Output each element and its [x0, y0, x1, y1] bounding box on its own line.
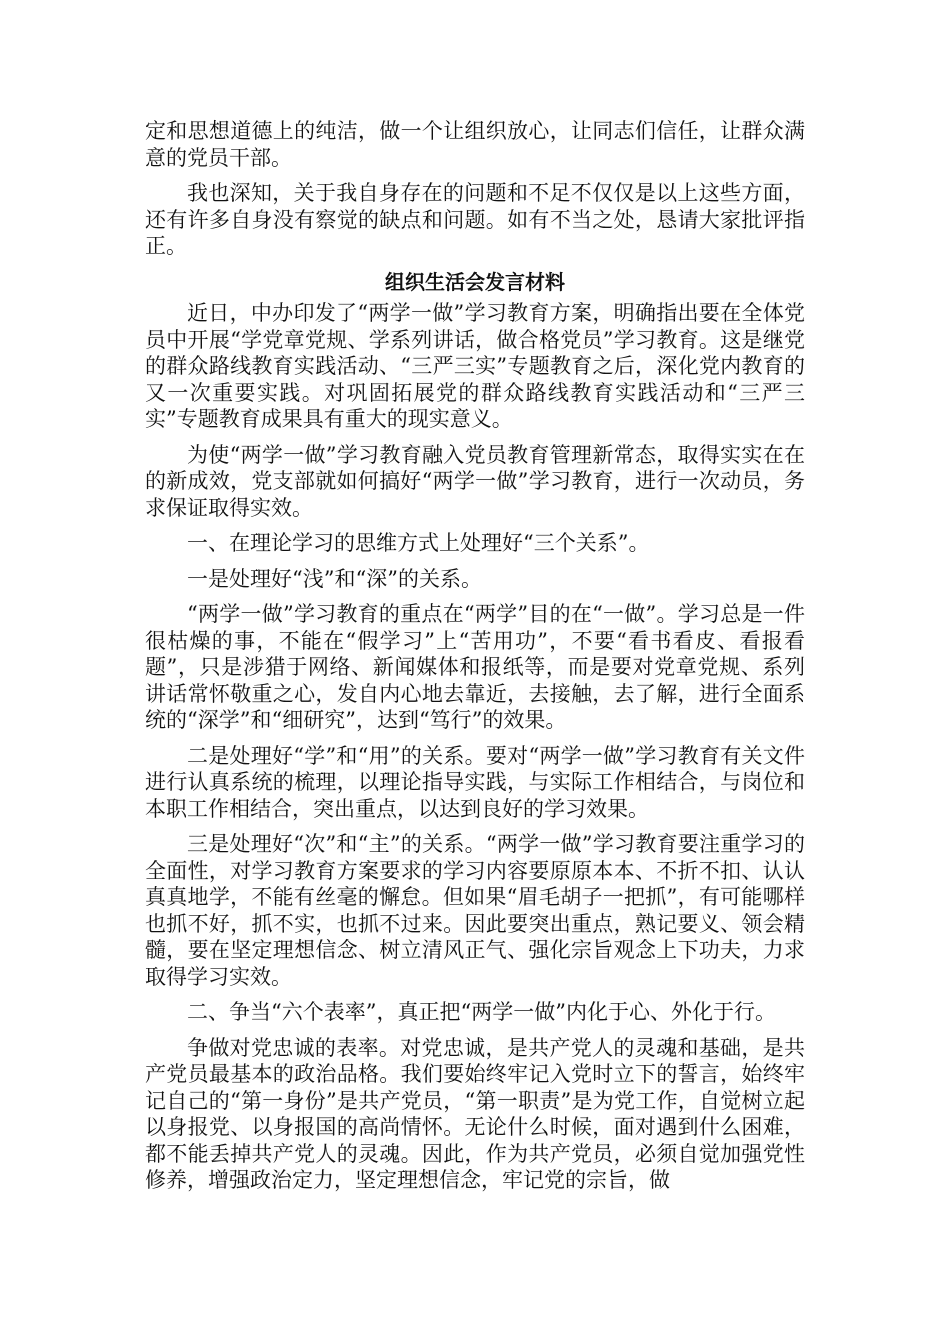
subheading-shallow-deep: 一是处理好“浅”和“深”的关系。 — [187, 566, 482, 591]
paragraph-study-use: 二是处理好“学”和“用”的关系。要对“两学一做”学习教育有关文件进行认真系统的梳理，以理论指导实践，与实际工作相结合，与岗位和本职工作相结合，突出重点，以达到良好的学习效果。 — [145, 743, 805, 821]
paragraph-5: “两学一做”学习教育的重点在“两学”目的在“一做”。学习总是一件很枯燥的事，不能在“假学习”上“苦用功”，不要“看书看皮、看报看题”，只是涉猎于网络、新闻媒体和报纸等，而是要对党章党规、系列讲话常怀敬重之心，发自内心地去靠近，去接触，去了解，进行全面系统的“深学”和“细研究”，达到“笃行”的效果。 — [145, 602, 805, 732]
paragraph-4: 为使“两学一做”学习教育融入党员教育管理新常态，取得实实在在的新成效，党支部就如何搞好“两学一做”学习教育，进行一次动员，务求保证取得实效。 — [145, 442, 805, 520]
document-page — [145, 118, 805, 1203]
heading-six-models: 二、争当“六个表率”，真正把“两学一做”内化于心、外化于行。 — [187, 1000, 776, 1024]
heading-three-relations: 一、在理论学习的思维方式上处理好“三个关系”。 — [187, 531, 650, 555]
section-title: 组织生活会发言材料 — [385, 269, 565, 294]
paragraph-secondary-primary: 三是处理好“次”和“主”的关系。“两学一做”学习教育要注重学习的全面性，对学习教育方案要求的学习内容要原原本本、不折不扣、认认真真地学，不能有丝毫的懈怠。但如果“眉毛胡子一把抓”，有可能哪样也抓不好，抓不实，也抓不过来。因此要突出重点，熟记要义、领会精髓，要在坚定理想信念、树立清风正气、强化宗旨观念上下功夫，力求取得学习实效。 — [145, 832, 805, 989]
paragraph-2: 我也深知，关于我自身存在的问题和不足不仅仅是以上这些方面，还有许多自身没有察觉的缺点和问题。如有不当之处，恳请大家批评指正。 — [145, 181, 805, 258]
paragraph-3: 近日，中办印发了“两学一做”学习教育方案，明确指出要在全体党员中开展“学党章党规、学系列讲话，做合格党员”学习教育。这是继党的群众路线教育实践活动、“三严三实”专题教育之后，深化党内教育的又一次重要实践。对巩固拓展党的群众路线教育实践活动和“三严三实”专题教育成果具有重大的现实意义。 — [145, 301, 805, 431]
paragraph-loyalty: 争做对党忠诚的表率。对党忠诚，是共产党人的灵魂和基础，是共产党员最基本的政治品格。我们要始终牢记入党时立下的誓言，始终牢记自己的“第一身份”是共产党员，“第一职责”是为党工作，自觉树立起以身报党、以身报国的高尚情怀。无论什么时候，面对遇到什么困难，都不能丢掉共产党人的灵魂。因此，作为共产党员，必须自觉加强党性修养，增强政治定力，坚定理想信念，牢记党的宗旨，做 — [145, 1035, 805, 1192]
paragraph-1: 定和思想道德上的纯洁，做一个让组织放心，让同志们信任，让群众满意的党员干部。 — [145, 119, 805, 170]
